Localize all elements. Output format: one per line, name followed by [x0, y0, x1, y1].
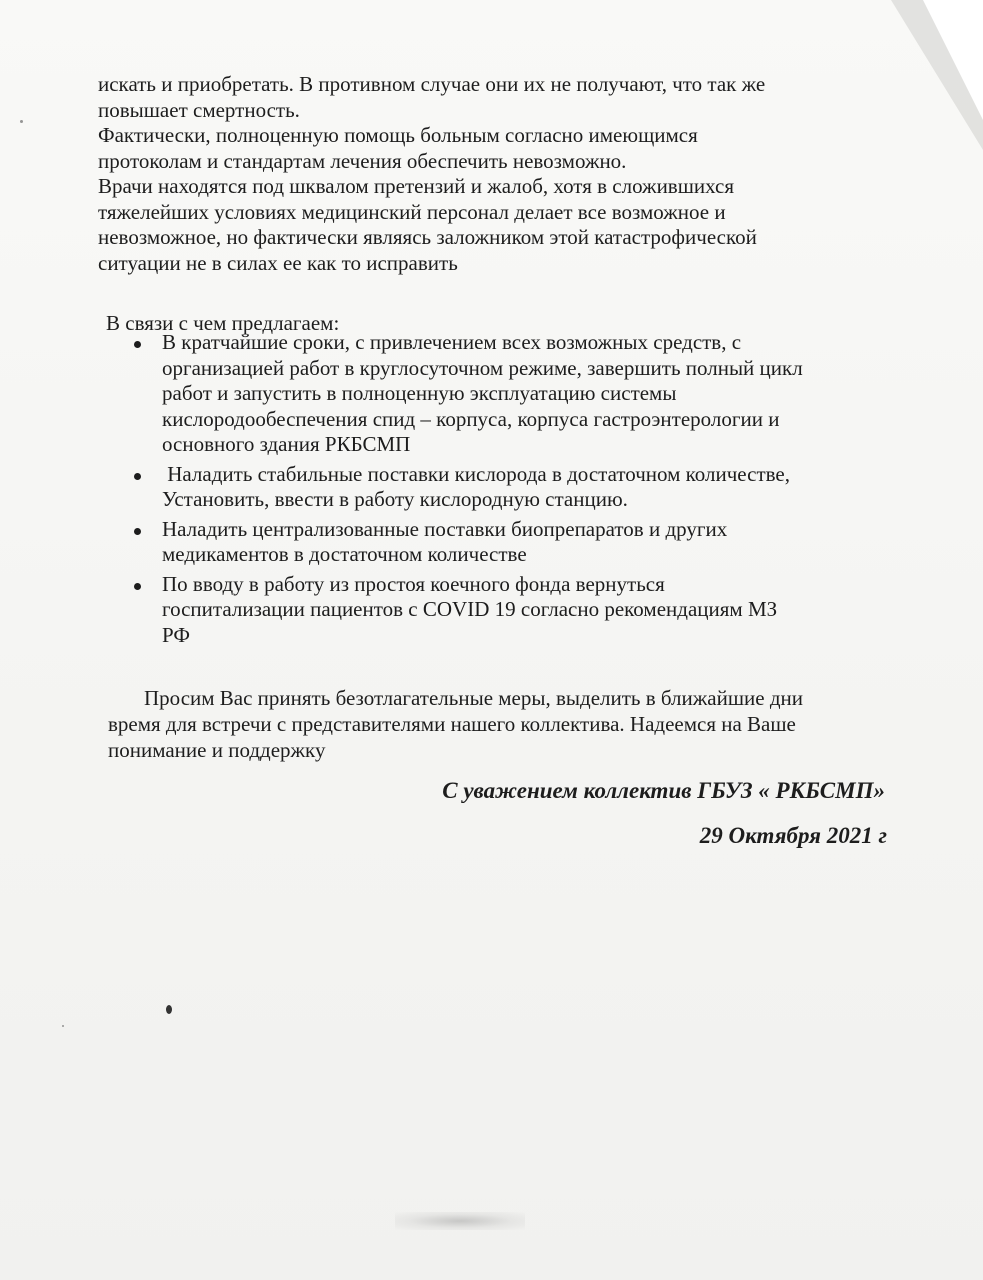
- bullet-icon: [134, 583, 141, 590]
- text-line: кислородообеспечения спид – корпуса, корпуса гастроэнтерологии и: [162, 406, 780, 431]
- letter-date: 29 Октября 2021 г: [699, 823, 887, 848]
- text-line: медикаментов в достаточном количестве: [162, 542, 527, 566]
- text-line: протоколам и стандартам лечения обеспечить невозможно.: [98, 148, 627, 173]
- list-item: [134, 462, 914, 513]
- scan-smudge: [395, 1212, 525, 1230]
- signature: С уважением коллектив ГБУЗ « РКБСМП»: [442, 778, 885, 803]
- closing-paragraph: [108, 685, 803, 763]
- scan-speck: [20, 120, 23, 123]
- bullet-icon: [134, 473, 141, 480]
- text-line: Фактически, полноценную помощь больным согласно имеющимся: [98, 123, 698, 147]
- text-line: основного здания РКБСМП: [162, 432, 411, 456]
- bullet-icon: [134, 528, 141, 535]
- text-line: работ и запустить в полноценную эксплуатацию системы: [162, 381, 677, 405]
- text-line: время для встречи с представителями нашего коллектива. Надеемся на Ваше: [108, 712, 796, 736]
- text-line: искать и приобретать. В противном случае они их не получают, что так же: [98, 72, 766, 96]
- folded-corner-highlight: [923, 0, 983, 120]
- proposals-list: [134, 330, 914, 652]
- list-item: [134, 517, 914, 568]
- paragraph-top: [98, 72, 898, 276]
- scan-speck: [62, 1025, 64, 1027]
- proposals-intro: В связи с чем предлагаем:: [106, 311, 340, 335]
- bullet-icon: [134, 341, 141, 348]
- text-line: невозможное, но фактически являясь заложником этой катастрофической: [98, 225, 757, 249]
- text-line: понимание и поддержку: [108, 738, 326, 762]
- text-line: Врачи находятся под шквалом претензий и жалоб, хотя в сложившихся: [98, 174, 735, 198]
- text-line: РФ: [162, 622, 190, 647]
- text-line: организацией работ в круглосуточном режиме, завершить полный цикл: [162, 355, 803, 380]
- text-line: ситуации не в силах ее как то исправить: [98, 250, 458, 275]
- text-line: тяжелейших условиях медицинский персонал делает все возможное и: [98, 199, 726, 224]
- text-line: Наладить централизованные поставки биопрепаратов и других: [162, 516, 728, 541]
- text-line: По вводу в работу из простоя коечного фонда вернуться: [162, 571, 665, 596]
- text-line: Просим Вас принять безотлагательные меры, выделить в ближайшие дни: [144, 686, 803, 710]
- scan-speck: [166, 1005, 172, 1014]
- list-item: [134, 330, 914, 458]
- text-line: повышает смертность.: [98, 97, 300, 122]
- text-line: госпитализации пациентов с COVID 19 согласно рекомендациям МЗ: [162, 597, 778, 621]
- list-item: [134, 572, 914, 649]
- text-line: В кратчайшие сроки, с привлечением всех возможных средств, с: [162, 330, 742, 354]
- text-line: Наладить стабильные поставки кислорода в достаточном количестве,: [162, 461, 791, 486]
- text-line: Установить, ввести в работу кислородную станцию.: [162, 487, 628, 511]
